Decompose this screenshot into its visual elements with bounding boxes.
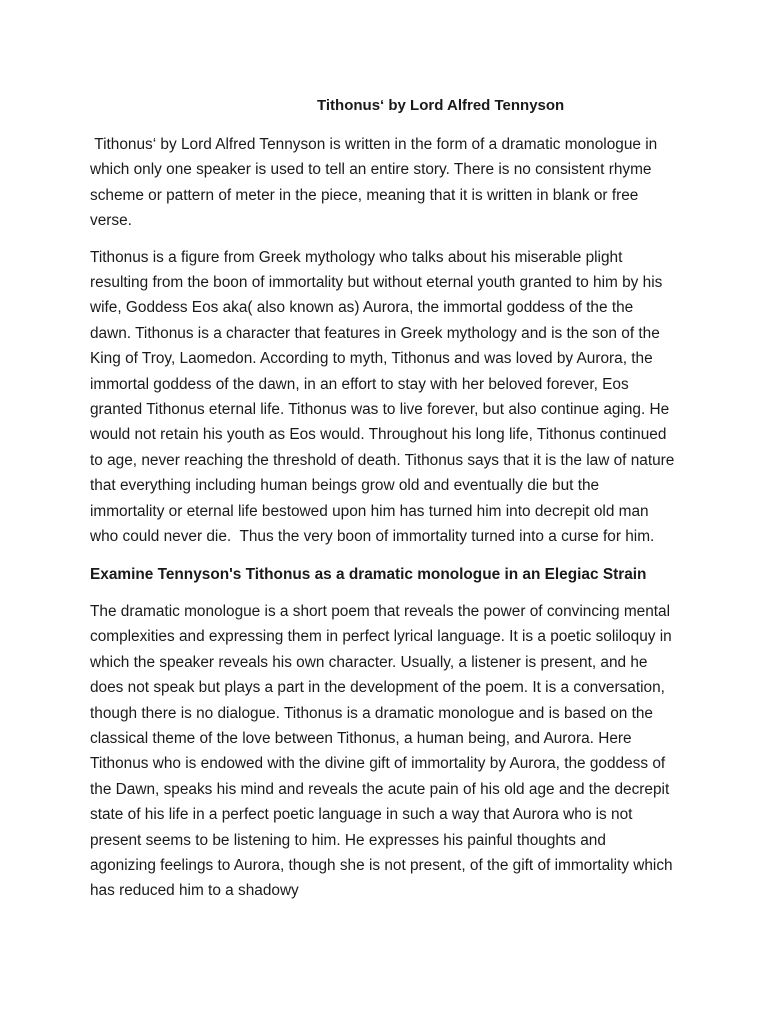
paragraph-mythology: Tithonus is a figure from Greek mythology who talks about his miserable plight resulting from the boon of immortality but without eternal youth granted to him by his wife, Goddess Eos aka( also known as) Aurora, the immortal goddess of the the dawn. Tithonus is a character that features in Greek mythology and is the son of the King of Troy, Laomedon. According to myth, Tithonus and was loved by Aurora, the immortal goddess of the dawn, in an effort to stay with her beloved forever, Eos granted Tithonus eternal life. Tithonus was to live forever, but also continue aging. He would not retain his youth as Eos would. Throughout his long life, Tithonus continued to age, never reaching the threshold of death. Tithonus says that it is the law of nature that everything including human beings grow old and eventually die but the immortality or eternal life bestowed upon him has turned him into decrepit old man who could never die. Thus the very boon of immortality turned into a curse for him.: [90, 248, 679, 546]
section-heading: Examine Tennyson's Tithonus as a dramatic monologue in an Elegiac Strain: [90, 565, 647, 583]
document-body: [90, 93, 679, 915]
document-title: Tithonus‘ by Lord Alfred Tennyson: [317, 97, 565, 114]
paragraph-dramatic-monologue: The dramatic monologue is a short poem that reveals the power of convincing mental complexities and expressing them in perfect lyrical language. It is a poetic soliloquy in which the speaker reveals his own character. Usually, a listener is present, and he does not speak but plays a part in the development of the poem. It is a conversation, though there is no dialogue. Tithonus is a dramatic monologue and is based on the classical theme of the love between Tithonus, a human being, and Aurora. Here Tithonus who is endowed with the divine gift of immortality by Aurora, the goddess of the Dawn, speaks his mind and reveals the acute pain of his old age and the decrepit state of his life in a perfect poetic language in such a way that Aurora who is not present seems to be listening to him. He expresses his painful thoughts and agonizing feelings to Aurora, though she is not present, of the gift of immortality which has reduced him to a shadowy: [90, 602, 673, 900]
paragraph-intro: Tithonus‘ by Lord Alfred Tennyson is written in the form of a dramatic monologue in which only one speaker is used to tell an entire story. There is no consistent rhyme scheme or pattern of meter in the piece, meaning that it is written in blank or free verse.: [90, 136, 662, 230]
